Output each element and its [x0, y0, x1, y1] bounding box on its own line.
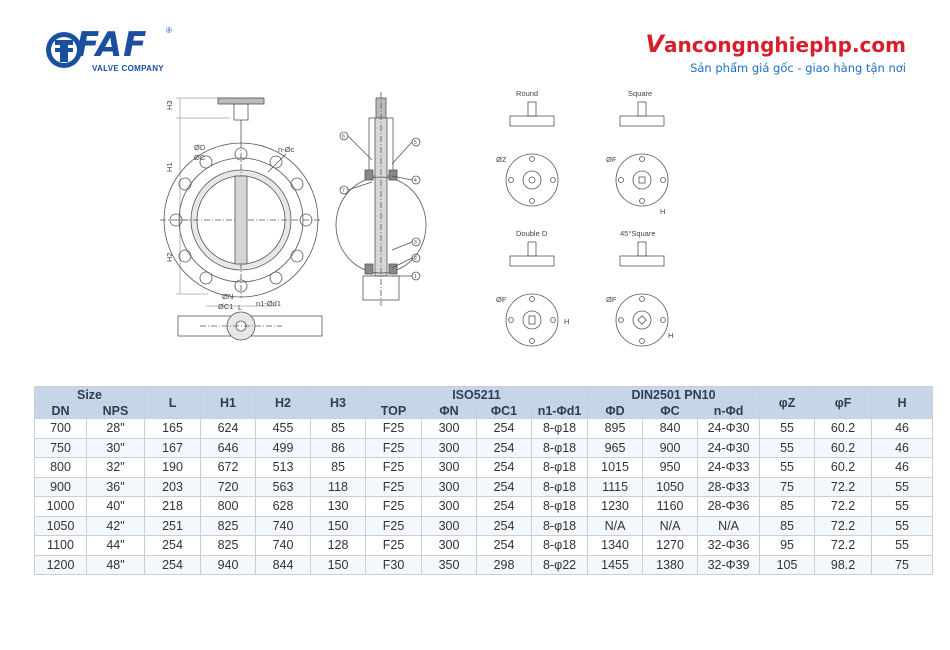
callout-1: 1 [414, 274, 417, 280]
header-n1d1: n1-Φd1 [532, 403, 588, 419]
table-cell: 32-Φ36 [698, 536, 760, 556]
table-cell: 251 [145, 516, 201, 536]
table-cell: 900 [643, 438, 698, 458]
table-cell: 218 [145, 497, 201, 517]
brand-name: FAF [76, 25, 148, 65]
stem-detail-45-square [606, 229, 673, 346]
table-cell: 8-φ18 [532, 536, 588, 556]
table-row [35, 438, 933, 458]
table-cell: 30" [87, 438, 145, 458]
table-cell: 950 [643, 458, 698, 478]
table-cell: 350 [422, 555, 477, 575]
table-cell: 563 [256, 477, 311, 497]
label-n-oc: n-Øc [278, 145, 295, 154]
table-cell: 150 [311, 516, 366, 536]
table-cell: F25 [366, 438, 422, 458]
table-cell: F25 [366, 477, 422, 497]
callout-2: 2 [414, 256, 417, 262]
label-45-square: 45°Square [620, 229, 656, 238]
table-cell: 28-Φ36 [698, 497, 760, 517]
table-cell: 60.2 [815, 438, 872, 458]
valve-technical-drawing [160, 80, 720, 370]
table-cell: 75 [872, 555, 933, 575]
table-cell: 130 [311, 497, 366, 517]
table-cell: 254 [145, 555, 201, 575]
table-cell: 85 [311, 458, 366, 478]
table-row [35, 516, 933, 536]
callout-3: 3 [414, 240, 417, 246]
table-cell: 254 [145, 536, 201, 556]
table-cell: 85 [760, 497, 815, 517]
table-cell: 46 [872, 419, 933, 439]
label-h1: H1 [165, 162, 174, 172]
table-cell: N/A [698, 516, 760, 536]
header-din2501: DIN2501 PN10 [588, 387, 760, 403]
stem-detail-double-d [496, 229, 569, 346]
table-cell: 825 [201, 516, 256, 536]
header-l: L [145, 387, 201, 419]
header-h2: H2 [256, 387, 311, 419]
table-cell: N/A [643, 516, 698, 536]
header-h: H [872, 387, 933, 419]
table-cell: F30 [366, 555, 422, 575]
site-name-rest: ancongnghiephp.com [663, 33, 906, 57]
table-cell: 36" [87, 477, 145, 497]
table-cell: F25 [366, 419, 422, 439]
dimensions-table [34, 386, 933, 575]
table-cell: 8-φ18 [532, 516, 588, 536]
header-h1: H1 [201, 387, 256, 419]
label-of-double-d: ØF [496, 295, 507, 304]
table-cell: 965 [588, 438, 643, 458]
table-cell: 44" [87, 536, 145, 556]
table-cell: 8-φ18 [532, 419, 588, 439]
table-cell: 1000 [35, 497, 87, 517]
table-cell: 940 [201, 555, 256, 575]
table-cell: 1270 [643, 536, 698, 556]
table-cell: 55 [760, 438, 815, 458]
table-cell: 750 [35, 438, 87, 458]
table-cell: 700 [35, 419, 87, 439]
table-cell: F25 [366, 516, 422, 536]
label-h3: H3 [165, 100, 174, 110]
table-cell: 300 [422, 419, 477, 439]
table-body [35, 419, 933, 575]
table-cell: 72.2 [815, 516, 872, 536]
side-section-view [336, 92, 426, 306]
table-cell: 150 [311, 555, 366, 575]
label-l: L [238, 303, 243, 312]
table-cell: 55 [760, 458, 815, 478]
table-cell: 300 [422, 438, 477, 458]
label-h-square: H [660, 207, 666, 216]
table-cell: 85 [311, 419, 366, 439]
site-header [645, 30, 906, 75]
header-dn: DN [35, 403, 87, 419]
table-cell: 60.2 [815, 458, 872, 478]
table-cell: 118 [311, 477, 366, 497]
header-size: Size [35, 387, 145, 403]
registered-mark: ® [166, 26, 172, 35]
table-cell: 24-Φ30 [698, 438, 760, 458]
header-nd: n-Φd [698, 403, 760, 419]
label-oc: ØC [194, 153, 206, 162]
table-cell: 165 [145, 419, 201, 439]
label-od: ØD [194, 143, 206, 152]
callout-4: 4 [414, 178, 417, 184]
table-cell: 672 [201, 458, 256, 478]
table-cell: 254 [477, 458, 532, 478]
table-row [35, 497, 933, 517]
table-cell: 1380 [643, 555, 698, 575]
table-cell: 60.2 [815, 419, 872, 439]
label-round: Round [516, 89, 539, 98]
table-cell: 24-Φ30 [698, 419, 760, 439]
table-cell: 628 [256, 497, 311, 517]
table-group-header-row [35, 387, 933, 403]
stem-detail-round [496, 89, 558, 206]
table-cell: 28-Φ33 [698, 477, 760, 497]
stem-detail-square [606, 89, 668, 216]
table-cell: 513 [256, 458, 311, 478]
table-cell: 254 [477, 497, 532, 517]
table-cell: 24-Φ33 [698, 458, 760, 478]
label-double-d: Double D [516, 229, 548, 238]
front-view [160, 98, 322, 312]
table-cell: 55 [872, 516, 933, 536]
table-cell: 825 [201, 536, 256, 556]
table-cell: 254 [477, 477, 532, 497]
table-cell: F25 [366, 536, 422, 556]
table-row [35, 555, 933, 575]
table-cell: 455 [256, 419, 311, 439]
table-row [35, 536, 933, 556]
header-phic1: ΦC1 [477, 403, 532, 419]
header-phic: ΦC [643, 403, 698, 419]
table-cell: 46 [872, 458, 933, 478]
table-cell: 300 [422, 477, 477, 497]
table-cell: 190 [145, 458, 201, 478]
label-oc1: ØC1 [218, 302, 234, 311]
brand-subtitle: VALVE COMPANY [92, 64, 164, 73]
site-name[interactable] [645, 30, 906, 58]
table-cell: 8-φ22 [532, 555, 588, 575]
table-cell: 40" [87, 497, 145, 517]
table-cell: 55 [872, 536, 933, 556]
header-h3: H3 [311, 387, 366, 419]
table-cell: 48" [87, 555, 145, 575]
header-phid: ΦD [588, 403, 643, 419]
table-row [35, 477, 933, 497]
bottom-flange-view [178, 292, 322, 340]
table-cell: 740 [256, 536, 311, 556]
header-nps: NPS [87, 403, 145, 419]
table-cell: 300 [422, 536, 477, 556]
table-cell: 28" [87, 419, 145, 439]
label-of-45: ØF [606, 295, 617, 304]
table-cell: 32" [87, 458, 145, 478]
table-cell: 254 [477, 536, 532, 556]
table-cell: 1100 [35, 536, 87, 556]
table-cell: 844 [256, 555, 311, 575]
table-cell: 167 [145, 438, 201, 458]
table-cell: 86 [311, 438, 366, 458]
table-cell: 900 [35, 477, 87, 497]
table-cell: 1015 [588, 458, 643, 478]
table-cell: 55 [872, 497, 933, 517]
table-cell: 72.2 [815, 477, 872, 497]
table-cell: 72.2 [815, 497, 872, 517]
table-cell: 499 [256, 438, 311, 458]
site-name-initial: V [645, 30, 664, 58]
label-on: ØN [222, 292, 234, 301]
table-cell: 105 [760, 555, 815, 575]
table-cell: 55 [760, 419, 815, 439]
table-cell: 624 [201, 419, 256, 439]
table-cell: 254 [477, 438, 532, 458]
table-cell: 1230 [588, 497, 643, 517]
table-cell: 128 [311, 536, 366, 556]
table-cell: 8-φ18 [532, 477, 588, 497]
table-cell: 85 [760, 516, 815, 536]
table-cell: 32-Φ39 [698, 555, 760, 575]
table-cell: 300 [422, 497, 477, 517]
label-h-double-d: H [564, 317, 570, 326]
table-cell: 1160 [643, 497, 698, 517]
header-iso5211: ISO5211 [366, 387, 588, 403]
table-cell: 8-φ18 [532, 438, 588, 458]
label-n1-od1: n1-Ød1 [256, 299, 282, 308]
callout-6: 6 [342, 134, 345, 140]
table-cell: 1455 [588, 555, 643, 575]
table-cell: 1115 [588, 477, 643, 497]
label-h2: H2 [165, 252, 174, 262]
table-cell: 740 [256, 516, 311, 536]
table-cell: F25 [366, 497, 422, 517]
table-cell: 800 [201, 497, 256, 517]
table-cell: 800 [35, 458, 87, 478]
table-cell: N/A [588, 516, 643, 536]
table-cell: 254 [477, 516, 532, 536]
table-cell: 8-φ18 [532, 458, 588, 478]
header-phif: φF [815, 387, 872, 419]
header-top: TOP [366, 403, 422, 419]
table-cell: 8-φ18 [532, 497, 588, 517]
table-cell: 300 [422, 516, 477, 536]
table-cell: 895 [588, 419, 643, 439]
table-cell: 298 [477, 555, 532, 575]
label-of-square: ØF [606, 155, 617, 164]
table-cell: 203 [145, 477, 201, 497]
table-cell: 840 [643, 419, 698, 439]
table-cell: 1050 [35, 516, 87, 536]
table-cell: 1340 [588, 536, 643, 556]
table-row [35, 419, 933, 439]
table-cell: 42" [87, 516, 145, 536]
table-cell: 300 [422, 458, 477, 478]
header-phiz: φZ [760, 387, 815, 419]
callout-5: 5 [414, 140, 417, 146]
site-tagline: Sản phẩm giá gốc - giao hàng tận nơi [690, 61, 906, 75]
header-phin: ΦN [422, 403, 477, 419]
table-cell: 646 [201, 438, 256, 458]
label-oz: ØZ [496, 155, 507, 164]
callout-7: 7 [342, 188, 345, 194]
label-square: Square [628, 89, 653, 98]
table-cell: 72.2 [815, 536, 872, 556]
table-row [35, 458, 933, 478]
table-cell: 720 [201, 477, 256, 497]
table-cell: 1050 [643, 477, 698, 497]
table-cell: 98.2 [815, 555, 872, 575]
table-cell: F25 [366, 458, 422, 478]
table-cell: 46 [872, 438, 933, 458]
table-cell: 55 [872, 477, 933, 497]
table-cell: 1200 [35, 555, 87, 575]
label-h-45: H [668, 331, 674, 340]
table-cell: 75 [760, 477, 815, 497]
table-cell: 95 [760, 536, 815, 556]
table-cell: 254 [477, 419, 532, 439]
